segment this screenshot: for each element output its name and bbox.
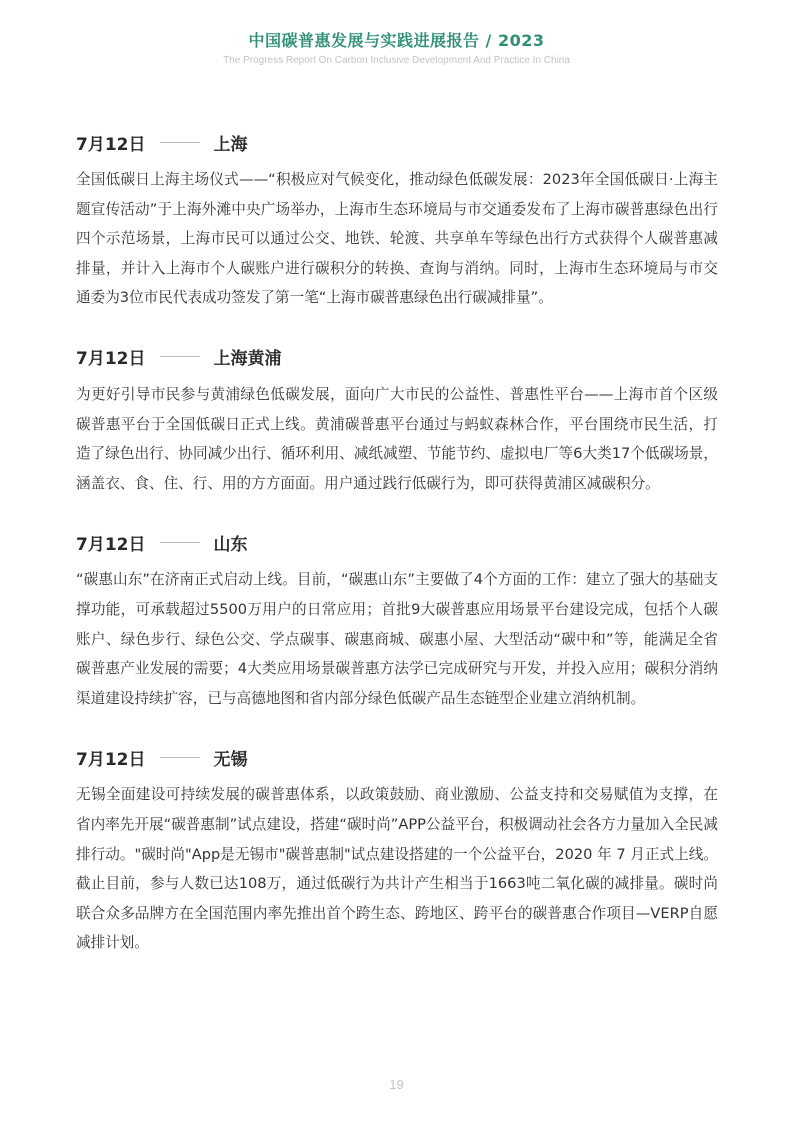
timeline-entry-wuxi [76, 743, 718, 958]
entry-divider-line [160, 757, 200, 758]
entry-body: 无锡全面建设可持续发展的碳普惠体系，以政策鼓励、商业激励、公益支持和交易赋值为支撑，在省内率先开展“碳普惠制”试点建设，搭建“碳时尚”APP公益平台，积极调动社会各方力量加入全民减排行动。"碳时尚"App是无锡市"碳普惠制"试点建设搭建的一个公益平台，2020 年 7 月正式上线。截止目前，参与人数已达108万，通过低碳行为共计产生相当于1663吨二氧化碳的减排量。碳时尚联合众多品牌方在全国范围内率先推出首个跨生态、跨地区、跨平台的碳普惠合作项目—VERP自愿减排计划。 [76, 786, 718, 952]
entry-date: 7月12日 [76, 534, 146, 555]
timeline-entry-shanghai [76, 128, 718, 313]
entry-place: 无锡 [213, 749, 248, 770]
entry-heading [76, 528, 718, 556]
entry-body: “碳惠山东”在济南正式启动上线。目前，“碳惠山东”主要做了4个方面的工作：建立了强大的基础支撑功能，可承载超过5500万用户的日常应用；首批9大碳普惠应用场景平台建设完成，包括个人碳账户、绿色步行、绿色公交、学点碳事、碳惠商城、碳惠小屋、大型活动“碳中和”等，能满足全省碳普惠产业发展的需要；4大类应用场景碳普惠方法学已完成研究与开发，并投入应用；碳积分消纳渠道建设持续扩容，已与高德地图和省内部分绿色低碳产品生态链型企业建立消纳机制。 [76, 571, 718, 707]
page-header [0, 30, 793, 68]
entry-heading [76, 343, 718, 371]
entry-heading [76, 743, 718, 771]
entry-divider-line [160, 142, 200, 143]
main-content [76, 128, 718, 988]
entry-date: 7月12日 [76, 349, 146, 370]
page-number: 19 [389, 1077, 404, 1092]
entry-place: 上海 [213, 134, 248, 155]
entry-body: 为更好引导市民参与黄浦绿色低碳发展，面向广大市民的公益性、普惠性平台——上海市首个区级碳普惠平台于全国低碳日正式上线。黄浦碳普惠平台通过与蚂蚁森林合作，平台围绕市民生活，打造了绿色出行、协同减少出行、循环利用、减纸减塑、节能节约、虚拟电厂等6大类17个低碳场景，涵盖衣、食、住、行、用的方方面面。用户通过践行低碳行为，即可获得黄浦区减碳积分。 [76, 385, 718, 492]
timeline-entry-shandong [76, 528, 718, 713]
report-title: 中国碳普惠发展与实践进展报告 / 2023 [248, 31, 545, 50]
report-subtitle: The Progress Report On Carbon Inclusive Development And Practice In China [223, 55, 570, 66]
entry-date: 7月12日 [76, 134, 146, 155]
entry-place: 上海黄浦 [213, 349, 282, 370]
entry-body: 全国低碳日上海主场仪式——“积极应对气候变化，推动绿色低碳发展：2023年全国低碳日·上海主题宣传活动”于上海外滩中央广场举办，上海市生态环境局与市交通委发布了上海市碳普惠绿色出行四个示范场景，上海市民可以通过公交、地铁、轮渡、共享单车等绿色出行方式获得个人碳普惠减排量，并计入上海市个人碳账户进行碳积分的转换、查询与消纳。同时，上海市生态环境局与市交通委为3位市民代表成功签发了第一笔“上海市碳普惠绿色出行碳减排量”。 [76, 171, 718, 307]
entry-heading [76, 128, 718, 156]
timeline-entry-shanghai-huangpu [76, 343, 718, 498]
entry-place: 山东 [213, 534, 248, 555]
entry-divider-line [160, 542, 200, 543]
entry-date: 7月12日 [76, 749, 146, 770]
entry-divider-line [160, 356, 200, 357]
